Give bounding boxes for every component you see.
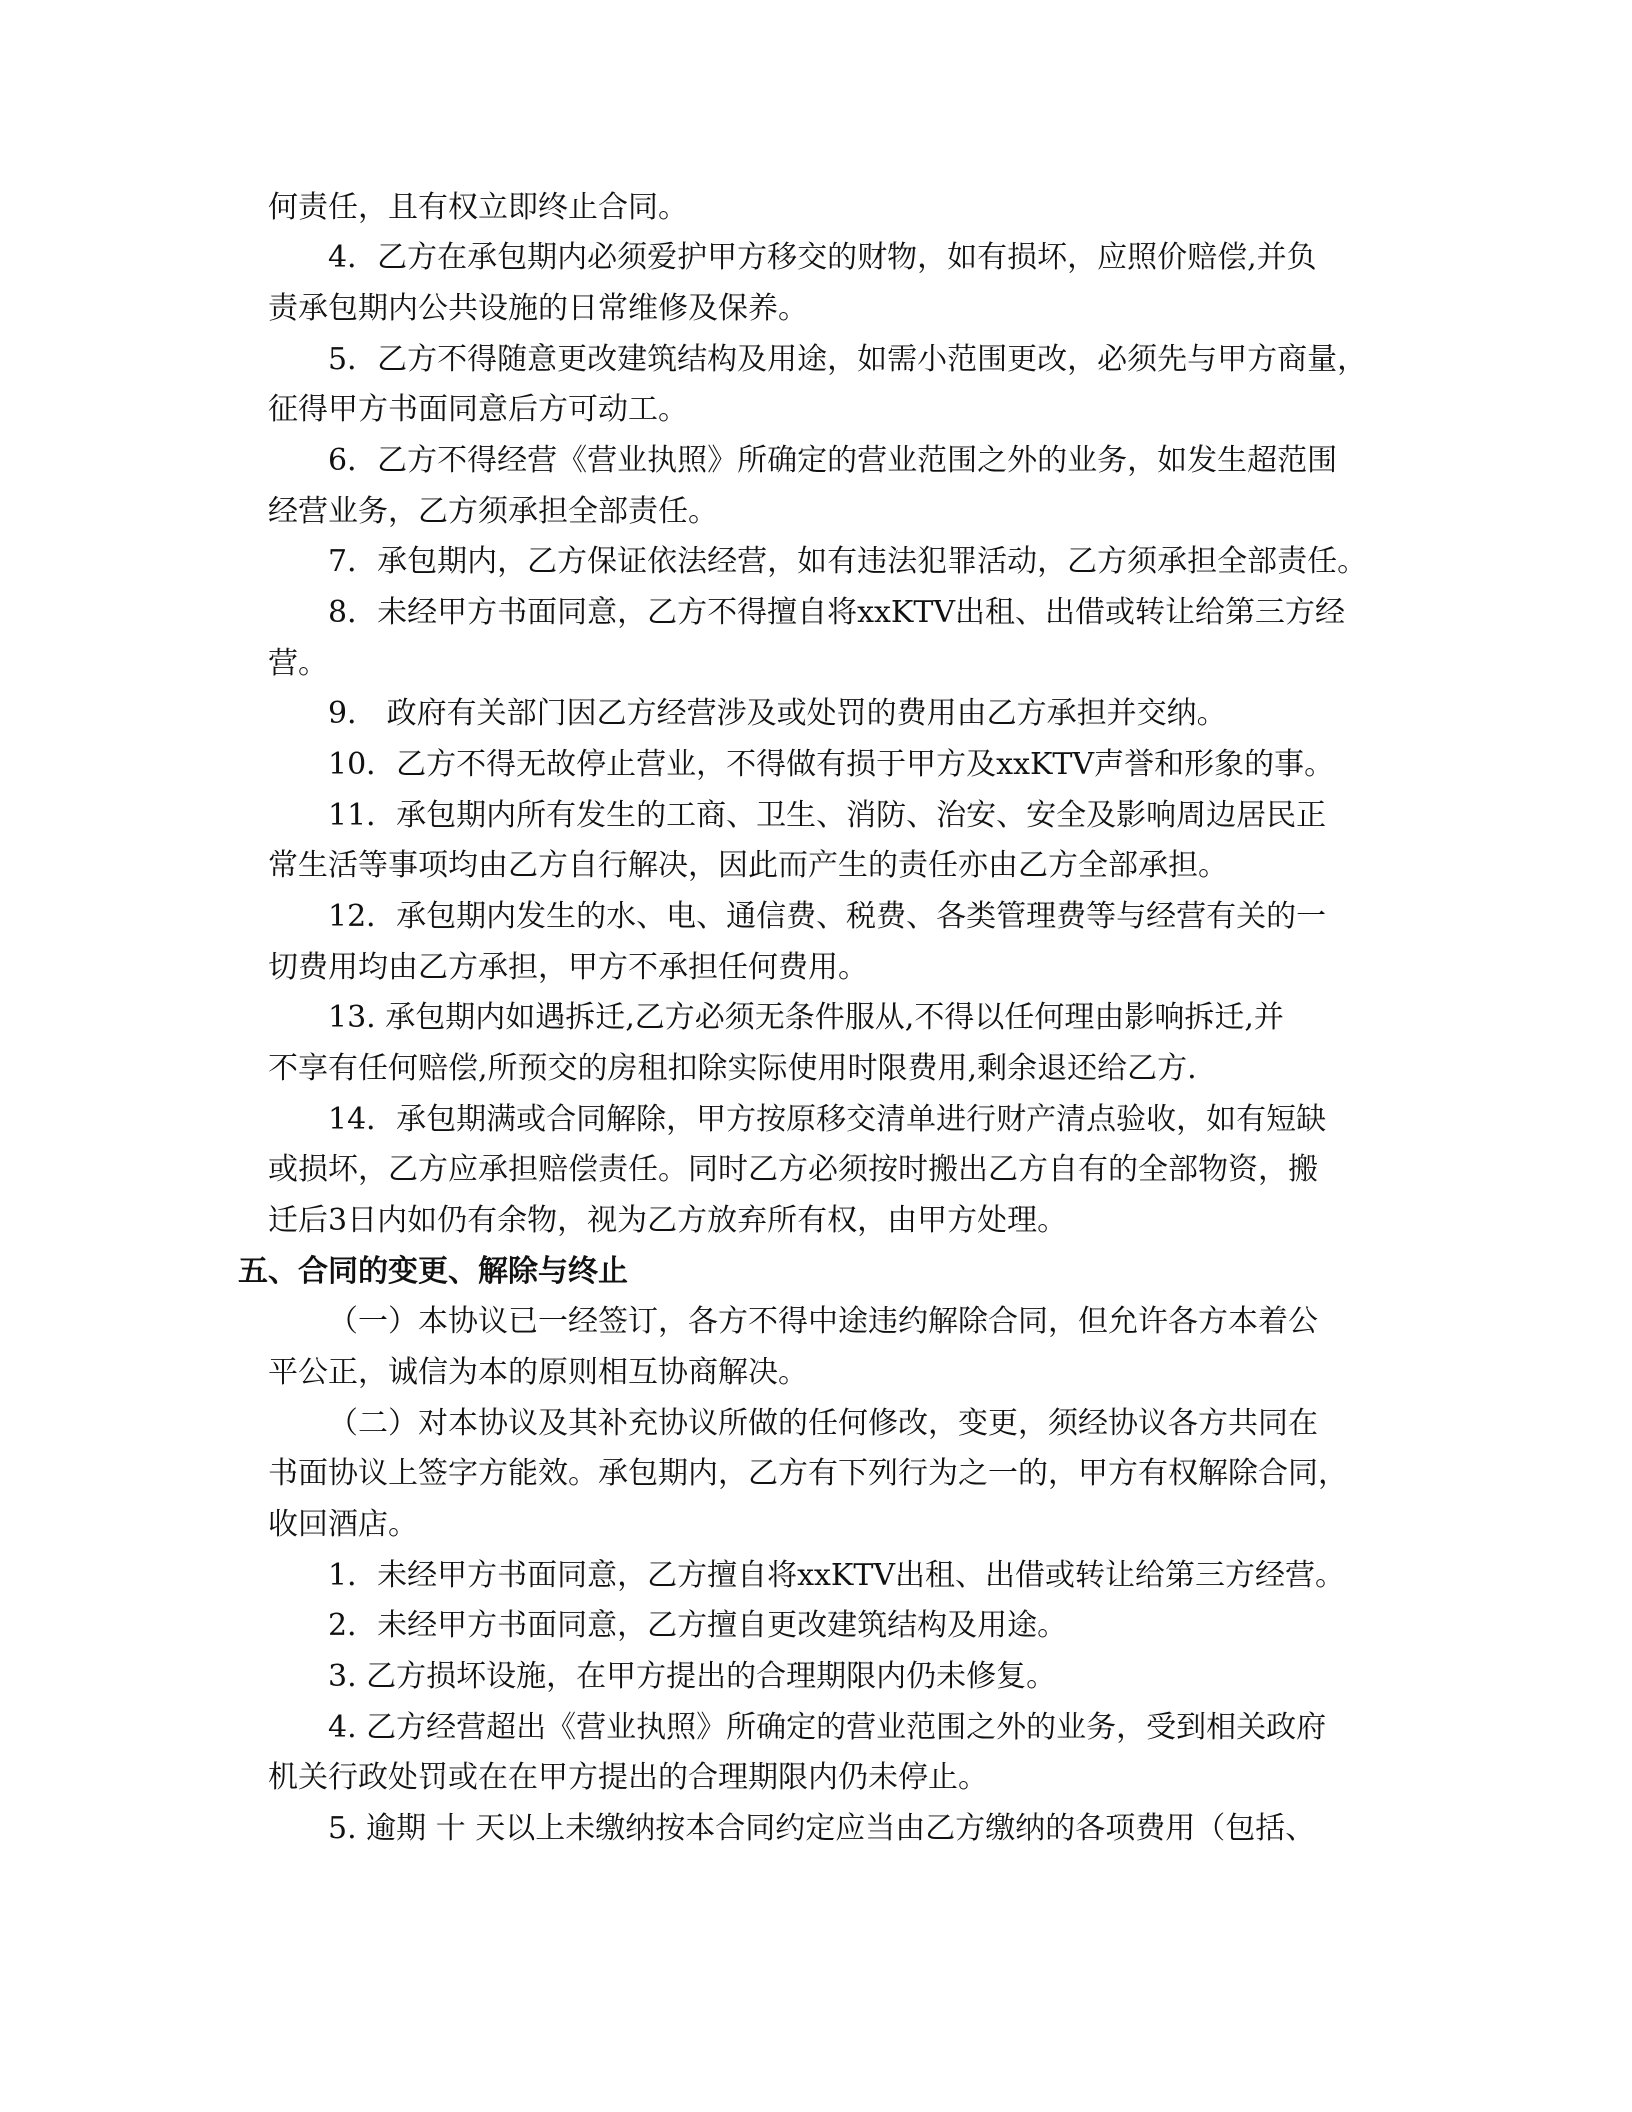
- text-line: 迁后3日内如仍有余物，视为乙方放弃所有权，由甲方处理。: [268, 1203, 1068, 1238]
- text-line: 5．乙方不得随意更改建筑结构及用途，如需小范围更改，必须先与甲方商量，: [328, 342, 1368, 377]
- text-line: 不享有任何赔偿,所预交的房租扣除实际使用时限费用,剩余退还给乙方.: [268, 1051, 1197, 1086]
- text-line: 8．未经甲方书面同意，乙方不得擅自将xxKTV出租、出借或转让给第三方经: [328, 595, 1346, 630]
- text-line: 10．乙方不得无故停止营业，不得做有损于甲方及xxKTV声誉和形象的事。: [328, 747, 1335, 782]
- text-line: 切费用均由乙方承担，甲方不承担任何费用。: [268, 950, 868, 985]
- text-line: （二）对本协议及其补充协议所做的任何修改，变更，须经协议各方共同在: [328, 1406, 1318, 1441]
- text-line: 14．承包期满或合同解除，甲方按原移交清单进行财产清点验收，如有短缺: [328, 1102, 1327, 1137]
- text-line: 6．乙方不得经营《营业执照》所确定的营业范围之外的业务，如发生超范围: [328, 443, 1338, 478]
- text-line: 11．承包期内所有发生的工商、卫生、消防、治安、安全及影响周边居民正: [328, 798, 1327, 833]
- text-line: 5. 逾期 十 天以上未缴纳按本合同约定应当由乙方缴纳的各项费用（包括、: [328, 1811, 1316, 1846]
- text-line: 1．未经甲方书面同意，乙方擅自将xxKTV出租、出借或转让给第三方经营。: [328, 1558, 1346, 1593]
- text-line: 书面协议上签字方能效。承包期内，乙方有下列行为之一的，甲方有权解除合同，: [268, 1456, 1348, 1491]
- text-line: 2．未经甲方书面同意，乙方擅自更改建筑结构及用途。: [328, 1608, 1068, 1643]
- text-line: 何责任，且有权立即终止合同。: [268, 190, 688, 225]
- text-line: 或损坏，乙方应承担赔偿责任。同时乙方必须按时搬出乙方自有的全部物资，搬: [268, 1152, 1318, 1187]
- text-line: 3. 乙方损坏设施，在甲方提出的合理期限内仍未修复。: [328, 1659, 1057, 1694]
- text-line: 经营业务，乙方须承担全部责任。: [268, 494, 718, 529]
- text-line: 9． 政府有关部门因乙方经营涉及或处罚的费用由乙方承担并交纳。: [328, 696, 1227, 731]
- text-line: 责承包期内公共设施的日常维修及保养。: [268, 291, 808, 326]
- section-heading: 五、合同的变更、解除与终止: [238, 1254, 628, 1289]
- text-line: 收回酒店。: [268, 1507, 418, 1542]
- text-line: 机关行政处罚或在在甲方提出的合理期限内仍未停止。: [268, 1760, 988, 1795]
- text-line: 12．承包期内发生的水、电、通信费、税费、各类管理费等与经营有关的一: [328, 899, 1327, 934]
- text-line: 4．乙方在承包期内必须爱护甲方移交的财物，如有损坏，应照价赔偿,并负: [328, 240, 1317, 275]
- text-line: 平公正，诚信为本的原则相互协商解决。: [268, 1355, 808, 1390]
- text-line: （一）本协议已一经签订，各方不得中途违约解除合同，但允许各方本着公: [328, 1304, 1318, 1339]
- text-line: 13. 承包期内如遇拆迁,乙方必须无条件服从,不得以任何理由影响拆迁,并: [328, 1000, 1284, 1035]
- text-line: 营。: [268, 646, 328, 681]
- text-line: 4. 乙方经营超出《营业执照》所确定的营业范围之外的业务，受到相关政府: [328, 1710, 1327, 1745]
- text-line: 7．承包期内，乙方保证依法经营，如有违法犯罪活动，乙方须承担全部责任。: [328, 544, 1368, 579]
- text-line: 征得甲方书面同意后方可动工。: [268, 392, 688, 427]
- text-line: 常生活等事项均由乙方自行解决，因此而产生的责任亦由乙方全部承担。: [268, 848, 1228, 883]
